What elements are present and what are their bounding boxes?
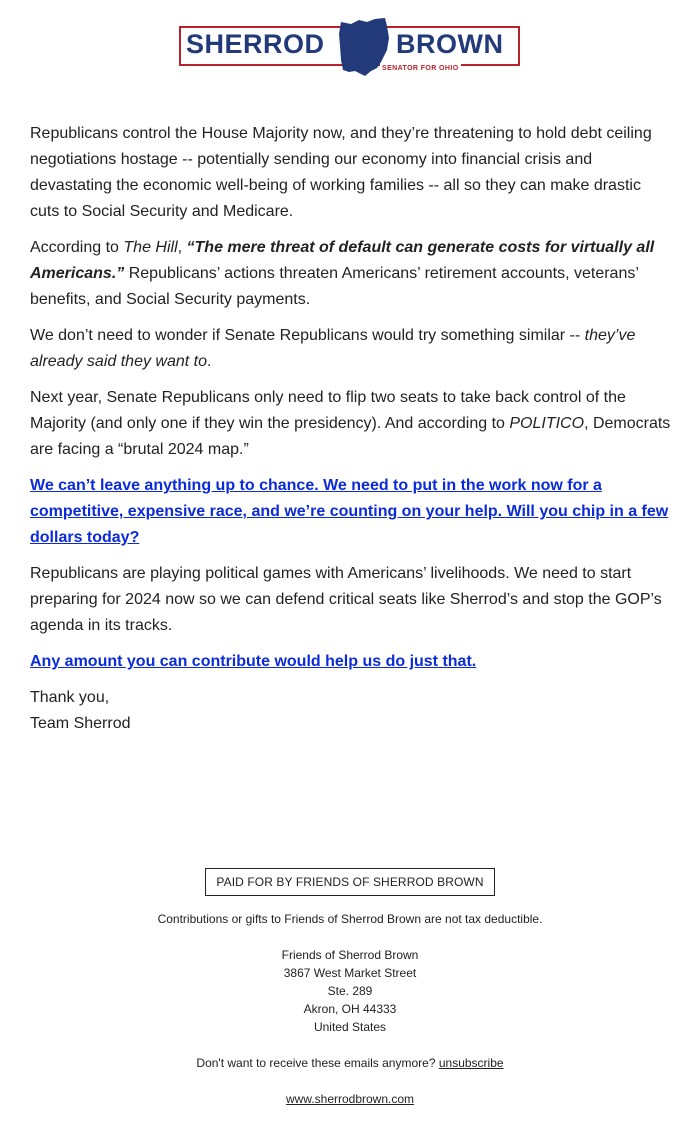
paragraph-contribute-link — [30, 649, 674, 675]
p2-prefix: According to — [30, 239, 124, 256]
address-line: 3867 West Market Street — [283, 966, 417, 980]
paragraph-the-hill — [30, 235, 674, 313]
signature-block — [30, 685, 674, 737]
paragraph-donate-link — [30, 473, 674, 551]
address-line: Friends of Sherrod Brown — [281, 948, 419, 962]
p2-rest: Republicans’ actions threaten Americans’ retirement accounts, veterans’ benefits, and Social Security payments. — [30, 265, 639, 308]
email-body — [30, 121, 674, 737]
address-line: Akron, OH 44333 — [303, 1002, 397, 1016]
p2-quote: “The mere threat of default can generate costs for virtually all Americans.” — [30, 239, 655, 282]
website-link[interactable]: www.sherrodbrown.com — [285, 1092, 415, 1106]
unsubscribe-line — [0, 1054, 700, 1072]
donate-link-any-amount[interactable]: Any amount you can contribute would help us do just that. — [30, 653, 477, 670]
header-logo[interactable] — [0, 16, 700, 80]
mailing-address — [0, 946, 700, 1036]
logo-last-name: BROWN — [396, 29, 504, 59]
logo-subtitle: SENATOR FOR OHIO — [382, 65, 459, 72]
unsubscribe-link[interactable]: unsubscribe — [438, 1056, 504, 1070]
address-line: United States — [313, 1020, 387, 1034]
p3-prefix: We don’t need to wonder if Senate Republicans would try something similar -- — [30, 327, 585, 344]
email-footer — [0, 868, 700, 1108]
website-line — [0, 1090, 700, 1108]
p4-suffix: , Democrats are facing a “brutal 2024 map.” — [30, 415, 671, 458]
address-line: Ste. 289 — [327, 984, 373, 998]
p3-suffix: . — [207, 353, 212, 370]
p4-source: POLITICO — [509, 415, 585, 432]
p2-comma: , — [177, 239, 187, 256]
donate-link-chance[interactable]: We can’t leave anything up to chance. We need to put in the work now for a competitive, expensive race, and we’re counting on your help. Will you chip in a few dollars today? — [30, 477, 669, 546]
p3-emphasis: they’ve already said they want to — [30, 327, 636, 370]
paragraph-debt-ceiling: Republicans control the House Majority now, and they’re threatening to hold debt ceiling negotiations hostage -- potentially sending our economy into financial crisis and devastating the economic well-being of working families -- all so they can make drastic cuts to Social Security and Medicare. — [30, 125, 652, 220]
tax-note: Contributions or gifts to Friends of Sherrod Brown are not tax deductible. — [157, 912, 543, 926]
unsubscribe-prefix: Don't want to receive these emails anymore? — [196, 1056, 439, 1070]
signature: Team Sherrod — [30, 715, 131, 732]
paragraph-next-year — [30, 385, 674, 463]
p2-source: The Hill — [123, 239, 178, 256]
p4-prefix: Next year, Senate Republicans only need to flip two seats to take back control of the Majority (and only one if they win the presidency). And according to — [30, 389, 626, 432]
paragraph-political-games: Republicans are playing political games with Americans’ livelihoods. We need to start preparing for 2024 now so we can defend critical seats like Sherrod’s and stop the GOP’s agenda in its tracks. — [30, 565, 662, 634]
paid-for-disclaimer: PAID FOR BY FRIENDS OF SHERROD BROWN — [205, 868, 494, 896]
signoff: Thank you, — [30, 689, 110, 706]
paragraph-senate-republicans — [30, 323, 674, 375]
logo-first-name: SHERROD — [186, 29, 325, 59]
